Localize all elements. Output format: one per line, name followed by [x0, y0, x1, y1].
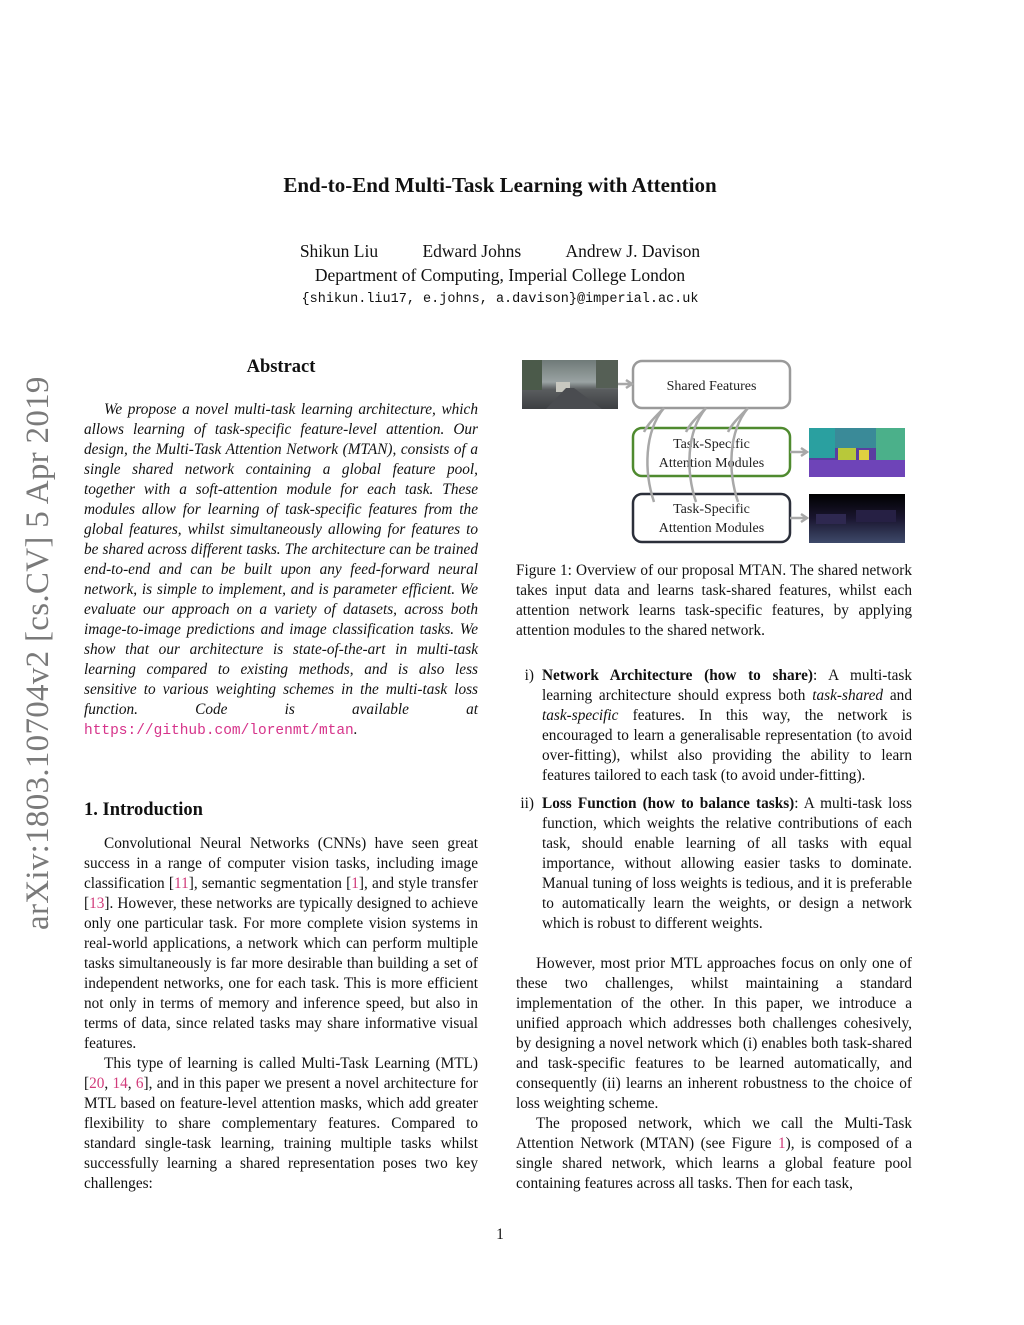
paper-title: End-to-End Multi-Task Learning with Attention — [283, 173, 717, 197]
text-run: This type of learning is called Multi-Task Learning (MTL) [ — [84, 1055, 478, 1092]
list-body — [542, 666, 912, 786]
author-name: Edward Johns — [422, 241, 522, 261]
attention-module-label-line2: Attention Modules — [658, 521, 765, 536]
text-run: features. In this way, the network is encouraged to learn a generalisable representation (to avoid over-fitting), whilst also providing the ability to learn features tailored to each task (to avoid under-fitting). — [542, 707, 912, 784]
figure-1-caption: Figure 1: Overview of our proposal MTAN. The shared network takes input data and learns task-shared features, whilst each attention network learns task-specific features, by applying attention modules to the shared network. — [516, 562, 912, 639]
code-link[interactable]: https://github.com/lorenmt/mtan — [84, 723, 354, 739]
affiliation: Department of Computing, Imperial College London — [314, 265, 686, 285]
figure-1-diagram — [516, 352, 916, 552]
list-number: i) — [524, 667, 534, 684]
paragraph — [516, 1114, 912, 1194]
author-list — [0, 241, 1000, 262]
list-body — [542, 794, 912, 934]
abstract-text: We propose a novel multi-task learning architecture, which allows learning of task-specific feature-level attention. Our design, the Multi-Task Attention Network (MTAN), consists of a single shared network containing a global feature pool, together with a soft-attention module for each task. These modules allow for learning of task-specific features from the global features, whilst simultaneously allowing for features to be shared across different tasks. The architecture can be trained end-to-end and can be built upon any feed-forward neural network, is simple to implement, and is parameter efficient. We evaluate our approach on a variety of datasets, across both image-to-image predictions and image classification tasks. We show that our architecture is state-of-the-art in multi-task learning compared to existing methods, and is also less sensitive to various weighting schemes in the multi-task loss function. Code is available at — [84, 401, 478, 718]
author-emails: {shikun.liu17, e.johns, a.davison}@imperial.ac.uk — [301, 292, 699, 307]
page-number: 1 — [496, 1226, 504, 1243]
attention-module-label-line1: Task-Specific — [673, 437, 750, 452]
shared-features-label: Shared Features — [666, 379, 757, 394]
text-run: ), is composed of a single shared network, which learns a global feature pool containing features across all tasks. Then for each task, — [516, 1135, 912, 1192]
list-number: ii) — [520, 795, 534, 812]
emphasis: task-specific — [542, 707, 619, 724]
text-run: : A multi-task loss function, which weights the relative contributions of each task, should enable learning of all tasks with equal importance, without allowing easier tasks to dominate. Manual tuning of loss weights is tedious, and it is preferable to automatically learn the weights, or design a network which is robust to different weights. — [542, 795, 912, 932]
intro-paragraph-1 — [84, 834, 478, 1054]
author-name: Shikun Liu — [299, 241, 379, 261]
segmentation-output-image — [809, 428, 905, 477]
abstract-body — [84, 400, 478, 741]
text-run: and — [883, 687, 912, 704]
author-name: Andrew J. Davison — [565, 241, 701, 261]
citation-link[interactable]: 20 — [89, 1075, 105, 1092]
attention-module-label-line2: Attention Modules — [658, 456, 765, 471]
paragraph: However, most prior MTL approaches focus on only one of these two challenges, whilst maintaining a standard implementation of the other. In this paper, we introduce a unified approach which addresses both challenges cohesively, by designing a novel network which (i) enables both task-shared and task-specific features to be learned automatically, and consequently (ii) learns an inherent robustness to the choice of loss weighting scheme. — [516, 955, 912, 1112]
challenge-item-2 — [510, 794, 912, 934]
text-run: : A multi-task learning architecture should express both — [542, 667, 912, 704]
citation-link[interactable]: 13 — [89, 895, 105, 912]
intro-paragraph-2 — [84, 1054, 478, 1194]
citation-link[interactable]: 6 — [135, 1075, 144, 1092]
citation-link[interactable]: 1 — [351, 875, 359, 892]
introduction-body — [84, 834, 478, 1194]
right-column-body — [516, 954, 912, 1194]
emphasis: task-shared — [812, 687, 884, 704]
text-run: , — [104, 1075, 113, 1092]
depth-output-image — [809, 494, 905, 543]
abstract-end: . — [353, 721, 358, 738]
text-run: ], and in this paper we present a novel architecture for MTL based on feature-level attention masks, which add greater flexibility to share complementary features. Compared to standard single-task learning, training multiple tasks whilst successfully learning a shared representation poses two key challenges: — [84, 1075, 478, 1192]
abstract-heading: Abstract — [246, 357, 316, 377]
challenge-title: Loss Function (how to balance tasks) — [542, 795, 795, 812]
text-run: , — [127, 1075, 136, 1092]
text-run: ], semantic segmentation [ — [188, 875, 352, 892]
input-image — [522, 360, 618, 409]
challenge-title: Network Architecture (how to share) — [542, 667, 813, 684]
challenge-item-1 — [510, 666, 912, 786]
text-run: Convolutional Neural Networks (CNNs) have seen great success in a range of computer vision tasks, including image classification [ — [84, 835, 478, 892]
citation-link[interactable]: 14 — [112, 1075, 128, 1092]
figure-reference-link[interactable]: 1 — [777, 1135, 786, 1152]
citation-link[interactable]: 11 — [173, 875, 189, 892]
text-run: The proposed network, which we call the Multi-Task Attention Network (MTAN) (see Figure — [516, 1115, 912, 1152]
attention-module-label-line1: Task-Specific — [673, 502, 750, 517]
text-run: ]. However, these networks are typically designed to achieve only one particular task. For more complete vision systems in real-world applications, a network which can perform multiple tasks simultaneously is far more desirable than building a set of independent networks, one for each task. This is more efficient not only in terms of memory and inference speed, but also in terms of data, since related tasks may share informative visual features. — [84, 895, 478, 1052]
text-run: ], and style transfer [ — [84, 875, 478, 912]
arxiv-identifier: arXiv:1803.10704v2 [cs.CV] 5 Apr 2019 — [20, 376, 56, 930]
introduction-heading: 1. Introduction — [84, 800, 203, 820]
